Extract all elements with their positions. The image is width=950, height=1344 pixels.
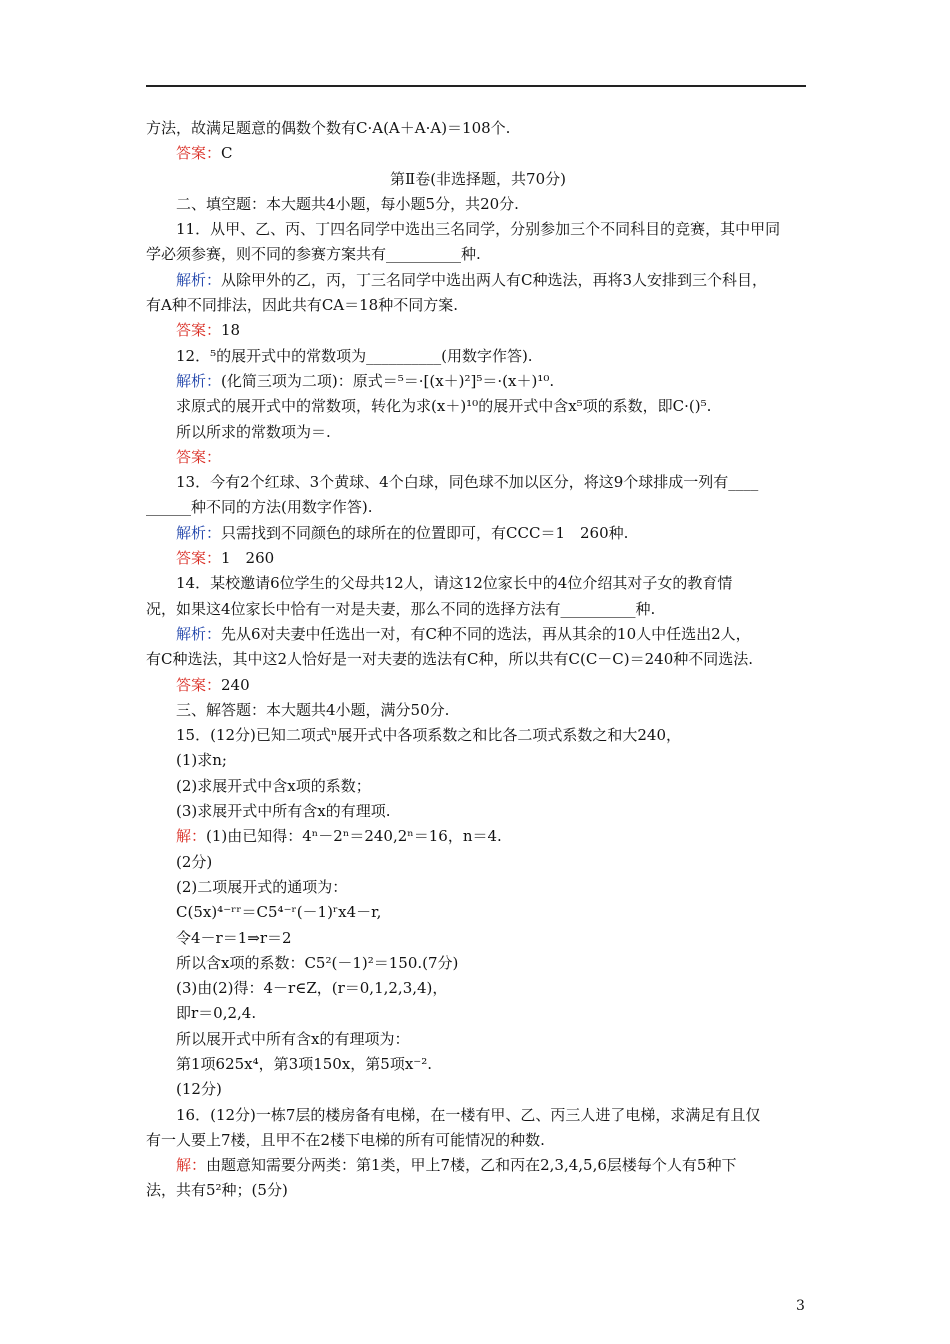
answer-text: 18 (221, 321, 241, 340)
analysis-text: 先从6对夫妻中任选出一对，有C种不同的选法，再从其余的10人中任选出2人， (221, 624, 751, 643)
line-text: 即r＝0,2,4. (176, 1004, 257, 1023)
line-text: 有一人要上7楼，且甲不在2楼下电梯的所有可能情况的种数. (146, 1130, 545, 1149)
question-line (146, 344, 810, 369)
line-text: 12．⁵的展开式中的常数项为__________(用数字作答). (176, 346, 533, 365)
text-line (146, 976, 810, 1001)
solution-text: 由题意知需要分两类：第1类，甲上7楼，乙和丙在2,3,4,5,6层楼每个人有5种下 (206, 1156, 737, 1175)
line-text: 令4－r＝1⇒r＝2 (176, 928, 292, 947)
answer-label: 答案： (176, 675, 222, 694)
text-line (146, 951, 810, 976)
solution-line (146, 824, 810, 849)
page-number: 3 (796, 1298, 805, 1314)
answer-line (146, 546, 810, 571)
text-line (146, 799, 810, 824)
text-line (146, 647, 810, 672)
answer-text: C (221, 144, 233, 163)
solution-label: 解： (176, 827, 207, 846)
analysis-line (146, 268, 810, 293)
line-text: C(5x)⁴⁻ʳʳ＝C5⁴⁻ʳ(－1)ʳx4－r, (176, 903, 382, 922)
text-line (146, 293, 810, 318)
answer-line (146, 673, 810, 698)
line-text: 学必须参赛，则不同的参赛方案共有__________种. (146, 245, 481, 264)
analysis-line (146, 369, 810, 394)
line-text: 16．(12分)一栋7层的楼房备有电梯，在一楼有甲、乙、丙三人进了电梯，求满足有且仅 (176, 1105, 761, 1124)
answer-line (146, 141, 810, 166)
analysis-label: 解析： (176, 371, 222, 390)
analysis-text: (化简三项为二项)：原式＝⁵＝·[(x＋)²]⁵＝·(x＋)¹⁰. (221, 371, 555, 390)
line-text: 15．(12分)已知二项式ⁿ展开式中各项系数之和比各二项式系数之和大240， (176, 726, 682, 745)
question-line (146, 723, 810, 748)
line-text: 14．某校邀请6位学生的父母共12人，请这12位家长中的4位介绍其对子女的教育情 (176, 574, 733, 593)
solution-label: 解： (176, 1156, 207, 1175)
line-text: 所以展开式中所有含x的有理项为： (176, 1029, 410, 1048)
text-line (146, 926, 810, 951)
line-text: 13．今有2个红球、3个黄球、4个白球，同色球不加以区分，将这9个球排成一列有____ (176, 473, 759, 492)
solution-text: (1)由已知得：4ⁿ－2ⁿ＝240,2ⁿ＝16，n＝4. (206, 827, 502, 846)
line-text: (12分) (176, 1080, 222, 1099)
answer-text: 1 260 (221, 549, 275, 568)
analysis-text: 从除甲外的乙，丙，丁三名同学中选出两人有C种选法，再将3人安排到三个科目， (221, 270, 768, 289)
text-line (146, 900, 810, 925)
text-line (146, 774, 810, 799)
line-text: ______种不同的方法(用数字作答). (146, 498, 373, 517)
line-text: 有C种选法，其中这2人恰好是一对夫妻的选法有C种，所以共有C(C－C)＝240种不同选法. (146, 650, 754, 669)
answer-label: 答案： (176, 447, 222, 466)
analysis-text: 只需找到不同颜色的球所在的位置即可，有CCC＝1 260种. (221, 523, 629, 542)
analysis-label: 解析： (176, 624, 222, 643)
question-line (146, 495, 810, 520)
text-line (146, 1001, 810, 1026)
text-line (146, 1077, 810, 1102)
question-line (146, 1128, 810, 1153)
text-line (146, 192, 810, 217)
question-line (146, 242, 810, 267)
answer-text: 240 (221, 675, 250, 694)
text-line (146, 1027, 810, 1052)
line-text: 第1项625x⁴，第3项150x，第5项x⁻². (176, 1054, 432, 1073)
text-line (146, 875, 810, 900)
text-line (146, 850, 810, 875)
line-text: (3)求展开式中所有含x的有理项. (176, 802, 391, 821)
line-text: (2)二项展开式的通项为： (176, 877, 348, 896)
line-text: (2分) (176, 852, 213, 871)
answer-line (146, 318, 810, 343)
answer-label: 答案： (176, 321, 222, 340)
line-text: 况，如果这4位家长中恰有一对是夫妻，那么不同的选择方法有__________种. (146, 599, 656, 618)
analysis-label: 解析： (176, 270, 222, 289)
line-text: 方法，故满足题意的偶数个数有C·A(A＋A·A)＝108个. (146, 119, 511, 137)
line-text: (3)由(2)得：4－r∈Z，(r＝0,1,2,3,4)， (176, 979, 448, 998)
line-text: 11．从甲、乙、丙、丁四名同学中选出三名同学，分别参加三个不同科目的竞赛，其中甲同 (176, 220, 781, 239)
text-line (146, 1052, 810, 1077)
analysis-line (146, 521, 810, 546)
analysis-label: 解析： (176, 523, 222, 542)
line-text: (2)求展开式中含x项的系数； (176, 776, 371, 795)
document-body (146, 116, 810, 1204)
line-text: 三、解答题：本大题共4小题，满分50分. (176, 700, 450, 719)
text-line (146, 420, 810, 445)
line-text: 有A种不同排法，因此共有CA＝18种不同方案. (146, 296, 458, 315)
line-text: (1)求n; (176, 751, 227, 770)
section-heading-text: 第Ⅱ卷(非选择题，共70分) (390, 169, 566, 188)
answer-line (146, 445, 810, 470)
question-line (146, 597, 810, 622)
text-line (146, 698, 810, 723)
line-text: 所以所求的常数项为＝. (176, 422, 331, 441)
header-rule (146, 85, 806, 87)
analysis-line (146, 622, 810, 647)
section-heading (146, 167, 810, 192)
answer-label: 答案： (176, 144, 222, 163)
solution-line (146, 1153, 810, 1178)
line-text: 二、填空题：本大题共4小题，每小题5分，共20分. (176, 194, 519, 213)
question-line (146, 470, 810, 495)
answer-label: 答案： (176, 549, 222, 568)
line-text: 所以含x项的系数：C5²(－1)²＝150.(7分) (176, 953, 459, 972)
text-line (146, 748, 810, 773)
text-line (146, 1178, 810, 1203)
question-line (146, 1103, 810, 1128)
line-text: 求原式的展开式中的常数项，转化为求(x＋)¹⁰的展开式中含x⁵项的系数，即C·()⁵. (176, 397, 712, 416)
question-line (146, 571, 810, 596)
line-text: 法，共有5²种；(5分) (146, 1181, 288, 1200)
question-line (146, 217, 810, 242)
text-line (146, 394, 810, 419)
text-line (146, 116, 810, 141)
